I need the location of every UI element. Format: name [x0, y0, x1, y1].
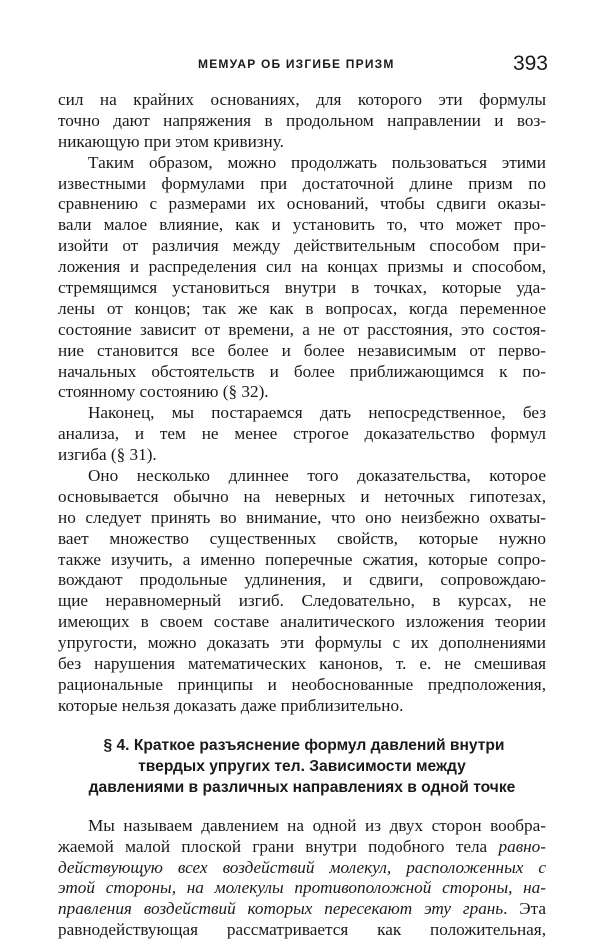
paragraph: [58, 466, 546, 717]
italic-run: действующую всех воздействий молекул, расположенных с: [58, 857, 546, 877]
text-line: вождают продольные удлинения, и сдвиги, сопровождаю-: [58, 570, 546, 590]
paragraph: [58, 816, 546, 941]
section-heading: [58, 735, 546, 798]
text-line: начальных обстоятельств и более приближающимся к по-: [58, 361, 546, 381]
text-line: равнодействующая рассматривается как положительная,: [58, 920, 546, 940]
body-text: [58, 90, 546, 941]
text-line: но следует принять во внимание, что оно неизбежно охваты-: [58, 507, 546, 527]
paragraph: [58, 403, 546, 466]
text-line: без нарушения математических канонов, т. е. не смешивая: [58, 654, 546, 674]
text-line: которые нельзя доказать даже приблизительно.: [58, 695, 404, 715]
text-line: основывается обычно на неверных и неточных гипотезах,: [58, 486, 546, 506]
page-number: 393: [512, 52, 548, 75]
paragraph: [58, 153, 546, 404]
running-header: [58, 54, 548, 78]
text-line: лены от концов; так же как в вопросах, когда переменное: [58, 298, 546, 318]
text-line: точно дают напряжения в продольном направлении и воз-: [58, 110, 546, 130]
text-line: анализа, и тем не менее строгое доказательство формул: [58, 424, 546, 444]
text-line: имеющих в своем составе аналитического изложения теории: [58, 612, 546, 632]
text-line: Наконец, мы постараемся дать непосредственное, без: [88, 403, 546, 423]
running-title: МЕМУАР ОБ ИЗГИБЕ ПРИЗМ: [198, 57, 395, 71]
text-line: рациональные принципы и необоснованные предположения,: [58, 674, 546, 694]
italic-run: этой стороны, на молекулы противоположной стороны, на-: [58, 878, 546, 898]
text-line: [58, 878, 546, 899]
text-run: жаемой малой плоской грани внутри подобного тела: [58, 836, 499, 856]
text-line: вали малое влияние, как и установить то, что может про-: [58, 215, 546, 235]
text-line: [58, 858, 546, 879]
text-line: сравнению с размерами их оснований, чтобы сдвиги оказы-: [58, 194, 546, 214]
text-line: изгиба (§ 31).: [58, 445, 157, 465]
text-line: сил на крайних основаниях, для которого эти формулы: [58, 90, 546, 109]
text-line: Таким образом, можно продолжать пользоваться этими: [88, 152, 546, 172]
text-line: [58, 899, 546, 920]
paragraph: [58, 90, 546, 153]
heading-line: § 4. Краткое разъяснение формул давлений внутри: [103, 736, 505, 754]
text-line: изойти от различия между действительным способом при-: [58, 236, 546, 256]
text-run: . Эта: [503, 899, 546, 919]
text-line: щие неравномерный изгиб. Следовательно, в курсах, не: [58, 591, 546, 611]
heading-line: давлениями в различных направлениях в одной точке: [88, 778, 516, 796]
text-line: Мы называем давлением на одной из двух сторон вообра-: [88, 815, 546, 835]
text-line: также изучить, а именно поперечные сжатия, которые сопро-: [58, 549, 546, 569]
text-line: известными формулами при достаточной длине призм по: [58, 173, 546, 193]
italic-run: равно-: [498, 836, 546, 856]
text-line: никающую при этом кривизну.: [58, 131, 284, 151]
text-line: стоянному состоянию (§ 32).: [58, 382, 269, 402]
text-line: ние становится все более и более независимым от перво-: [58, 340, 546, 360]
text-line: вает множество существенных свойств, которые нужно: [58, 528, 546, 548]
italic-run: правления воздействий которых пересекают эту грань: [58, 899, 504, 919]
heading-line: твердых упругих тел. Зависимости между: [138, 757, 466, 775]
text-line: состояние зависит от времени, а не от расстояния, это состоя-: [58, 319, 546, 339]
text-line: упругости, можно доказать эти формулы с их дополнениями: [58, 633, 546, 653]
text-line: Оно несколько длиннее того доказательства, которое: [88, 466, 546, 486]
text-line: ложения и распределения сил на концах призмы и способом,: [58, 257, 546, 277]
text-line: [58, 837, 546, 858]
text-line: стремящимся установиться внутри в точках, которые уда-: [58, 278, 546, 298]
